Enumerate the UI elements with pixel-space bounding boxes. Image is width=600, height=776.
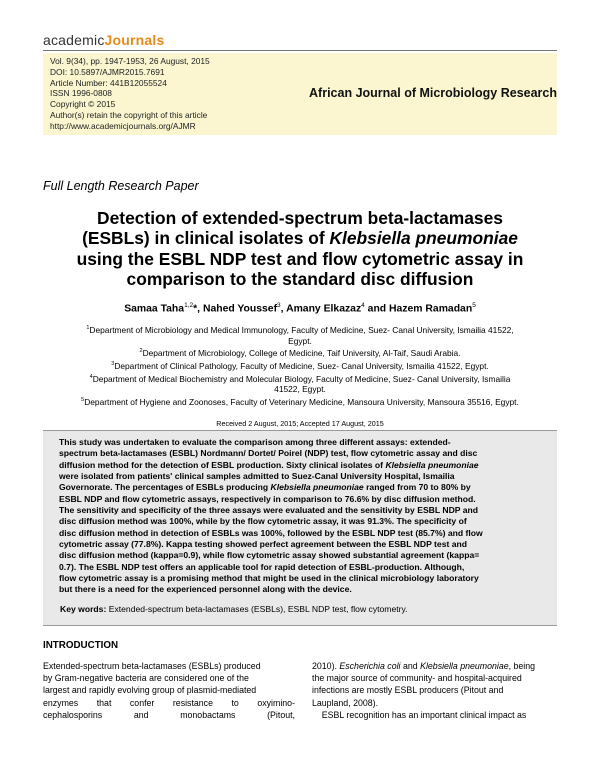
section-heading-introduction: INTRODUCTION xyxy=(43,640,119,651)
author-name: Amany Elkazaz xyxy=(286,303,362,315)
journal-name: African Journal of Microbiology Research xyxy=(309,86,557,100)
affiliation: $^2$Department of Microbiology, College of Medicine, Taif University, Al-Taif, Saudi Arabia. xyxy=(139,348,461,359)
article-meta xyxy=(50,56,210,132)
paper-title xyxy=(43,208,557,290)
affiliation: $^3$Department of Clinical Pathology, Faculty of Medicine, Suez- Canal University, Ismailia 41522, Egypt. xyxy=(111,360,489,371)
title-line-4: comparison to the standard disc diffusion xyxy=(126,269,474,290)
abstract-box xyxy=(43,430,557,626)
affiliation: $^1$Department of Microbiology and Medical Immunology, Faculty of Medicine, Suez- Canal University, Ismailia 41522, xyxy=(86,324,514,335)
keywords xyxy=(60,604,408,614)
affiliation-continued: 41522, Egypt. xyxy=(274,384,326,395)
meta-url[interactable]: http://www.academicjournals.org/AJMR xyxy=(50,120,196,131)
keywords-text: Extended-spectrum beta-lactamases (ESBLs), ESBL NDP test, flow cytometry. xyxy=(106,604,408,614)
title-line-3: using the ESBL NDP test and flow cytometric assay in xyxy=(76,248,524,269)
author-name: Nahed Youssef xyxy=(202,303,278,315)
author-name: Hazem Ramadan xyxy=(389,303,473,315)
paper-type: Full Length Research Paper xyxy=(43,179,199,193)
meta-rights: Author(s) retain the copyright of this article xyxy=(50,109,208,120)
author-name: Samaa Taha xyxy=(124,303,185,315)
intro-right-column: 2010). Escherichia coli and Klebsiella pneumoniae, being the major source of community- and hospital-acquired infections are mostly ESBL producers (Pitout and Laupland, 2008). ESBL recognition has an important clinical impact as xyxy=(312,661,536,720)
meta-article-number: Article Number: 441B12055524 xyxy=(50,77,167,88)
title-line-2: (ESBLs) in clinical isolates of Klebsiella pneumoniae xyxy=(82,228,518,249)
affiliation: $^4$Department of Medical Biochemistry and Molecular Biology, Faculty of Medicine, Suez- Canal University, Ismailia xyxy=(89,373,511,384)
affiliation-continued: Egypt. xyxy=(288,335,312,346)
title-organism: Klebsiella pneumoniae xyxy=(329,228,518,249)
abstract-text: This study was undertaken to evaluate the comparison among three different assays: extended- spectrum beta-lactamases (ESBL) Nordmann/ Dortet/ Poirel (NDP) test, flow cytometric assay and disc diffusion method for the detection of ESBL production. Sixty clinical isolates of Klebsiella pneumoniae were isolated from patients' clinical samples admitted to Suez-Canal University Hospital, Ismailia Governorate. The percentages of ESBLs producing Klebsiella pneumoniae ranged from 70 to 80% by ESBL NDP and flow cytometric assays, respectively in comparison to 76.6% by disc diffusion method. The sensitivity and specificity of the three assays were evaluated and the sensitivity by ESBL NDP and disc diffusion method was 100%, while by the flow cytometric assay, it was 91.3%. The specificity of disc diffusion method in detection of ESBLs was 100%, followed by the ESBL NDP test (85.7%) and flow cytometric assay (77.8%). Kappa testing showed perfect agreement between the ESBL NDP test and disc diffusion method (kappa=0.9), while flow cytometric assay showed substantial agreement (kappa= 0.7). The ESBL NDP test offers an applicable tool for rapid detection of ESBL-production. Although, flow cytometric assay is a promising method that might be used in the clinical microbiology laboratory but there is a need for the experienced personnel along with the device. xyxy=(59,437,483,595)
logo-suffix: Journals xyxy=(104,32,165,48)
affiliation: $^5$Department of Hygiene and Zoonoses, Faculty of Veterinary Medicine, Mansoura University, Mansoura 35516, Egypt. xyxy=(81,396,519,407)
masthead-divider xyxy=(43,50,557,51)
received-dates: Received 2 August, 2015; Accepted 17 August, 2015 xyxy=(216,419,384,428)
journal-header xyxy=(43,53,557,135)
affiliations xyxy=(43,323,557,408)
meta-copyright: Copyright © 2015 xyxy=(50,99,116,110)
logo-prefix: academic xyxy=(43,32,105,48)
meta-issn: ISSN 1996-0808 xyxy=(50,88,112,99)
title-line-1: Detection of extended-spectrum beta-lactamases xyxy=(97,208,503,228)
publisher-logo xyxy=(43,32,164,48)
meta-volume: Vol. 9(34), pp. 1947-1953, 26 August, 2015 xyxy=(50,56,210,66)
meta-doi: DOI: 10.5897/AJMR2015.7691 xyxy=(50,66,165,77)
author-list: Samaa Taha$^{1,2}$*, Nahed Youssef$^3$, Amany Elkazaz$^4$ and Hazem Ramadan$^5$ xyxy=(124,302,476,315)
keywords-label: Key words: xyxy=(60,604,107,614)
intro-left-column: Extended-spectrum beta-lactamases (ESBLs) produced by Gram-negative bacteria are considered one of the largest and rapidly evolving group of plasmid-mediated enzymes that confer resistance to oxyimino- cephalosporins and monobactams (Pitout, xyxy=(43,661,295,720)
